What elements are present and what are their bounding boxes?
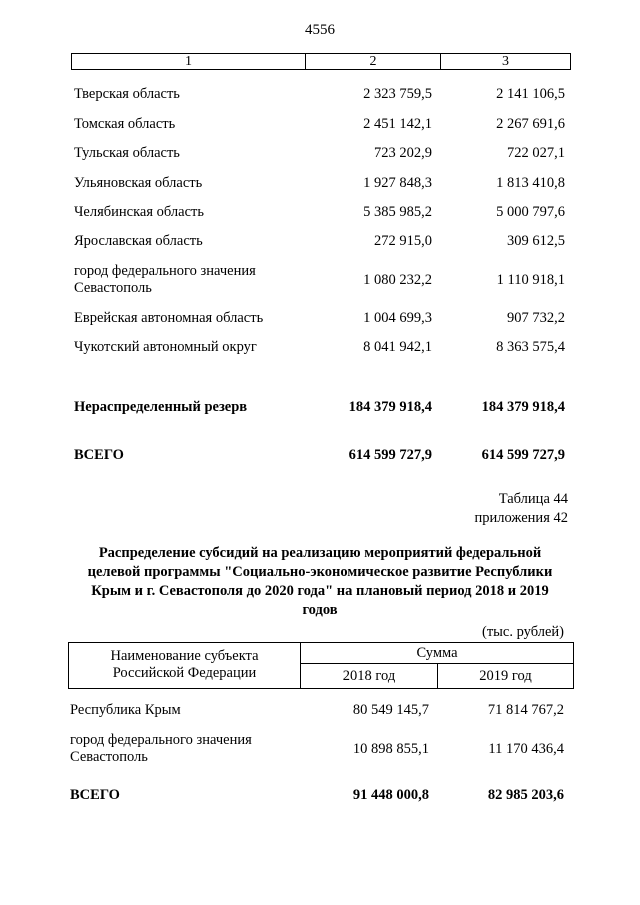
unit-label: (тыс. рублей): [482, 624, 564, 640]
table2-header: [68, 642, 574, 689]
value-col3: 722 027,1: [507, 145, 565, 161]
region-name: Томская область: [74, 116, 176, 132]
subject-header-line1: Наименование субъекта: [110, 648, 259, 664]
value-col2: 1 080 232,2: [363, 272, 432, 288]
region-name: Тверская область: [74, 86, 180, 102]
region-name: город федерального значения Севастополь: [74, 263, 256, 296]
subject-header-line2: Российской Федерации: [112, 665, 257, 681]
table1-header-col2: 2: [305, 54, 440, 69]
value-col2: 1 927 848,3: [363, 175, 432, 191]
table-number: Таблица 44: [498, 491, 568, 507]
value-col2: 272 915,0: [374, 233, 432, 249]
value-2019: 71 814 767,2: [487, 702, 564, 718]
total-value-col2: 614 599 727,9: [348, 447, 432, 463]
value-col2: 2 451 142,1: [363, 116, 432, 132]
region-name: Ульяновская область: [74, 175, 203, 191]
region-name: Челябинская область: [74, 204, 204, 220]
value-col2: 1 004 699,3: [363, 310, 432, 326]
total-value-2019: 82 985 203,6: [487, 787, 564, 803]
table1-header: [71, 53, 571, 70]
value-col3: 309 612,5: [507, 233, 565, 249]
sum-header: Сумма: [301, 643, 573, 664]
value-col3: 1 110 918,1: [496, 272, 565, 288]
value-col2: 8 041 942,1: [363, 339, 432, 355]
region-name: Тульская область: [74, 145, 180, 161]
value-2019: 11 170 436,4: [488, 741, 564, 757]
value-col3: 907 732,2: [507, 310, 565, 326]
table1-header-col3: 3: [440, 54, 570, 69]
year-2019-header: 2019 год: [437, 664, 573, 688]
value-col3: 1 813 410,8: [496, 175, 565, 191]
value-col3: 5 000 797,6: [496, 204, 565, 220]
region-name: Еврейская автономная область: [74, 310, 264, 326]
total-value-col3: 614 599 727,9: [481, 447, 565, 463]
reserve-value-col2: 184 379 918,4: [348, 399, 432, 415]
table1-header-col1: 1: [185, 54, 192, 69]
total-value-2018: 91 448 000,8: [352, 787, 429, 803]
year-2018-header: 2018 год: [342, 668, 396, 684]
appendix-number: приложения 42: [474, 510, 568, 526]
value-col3: 8 363 575,4: [496, 339, 565, 355]
region-name: Ярославская область: [74, 233, 203, 249]
value-2018: 10 898 855,1: [352, 741, 429, 757]
page-number: 4556: [305, 22, 335, 38]
total-label: ВСЕГО: [74, 447, 124, 463]
value-col2: 5 385 985,2: [363, 204, 432, 220]
subject-name: Республика Крым: [70, 702, 181, 718]
table-reference: [475, 490, 568, 528]
reserve-label: Нераспределенный резерв: [74, 399, 248, 415]
region-name: Чукотский автономный округ: [74, 339, 257, 355]
value-2018: 80 549 145,7: [352, 702, 429, 718]
value-col2: 723 202,9: [374, 145, 432, 161]
value-col3: 2 267 691,6: [496, 116, 565, 132]
reserve-value-col3: 184 379 918,4: [481, 399, 565, 415]
value-col3: 2 141 106,5: [496, 86, 565, 102]
subject-name: город федерального значения Севастополь: [70, 732, 252, 765]
value-col2: 2 323 759,5: [363, 86, 432, 102]
table2-title: Распределение субсидий на реализацию мероприятий федеральной целевой программы "Социально-экономическое развитие Республики Крым и г. Севастополя до 2020 года" на плановый период 2018 и 2019 годов: [87, 545, 553, 618]
subject-header: [69, 643, 301, 688]
total-label: ВСЕГО: [70, 787, 120, 803]
